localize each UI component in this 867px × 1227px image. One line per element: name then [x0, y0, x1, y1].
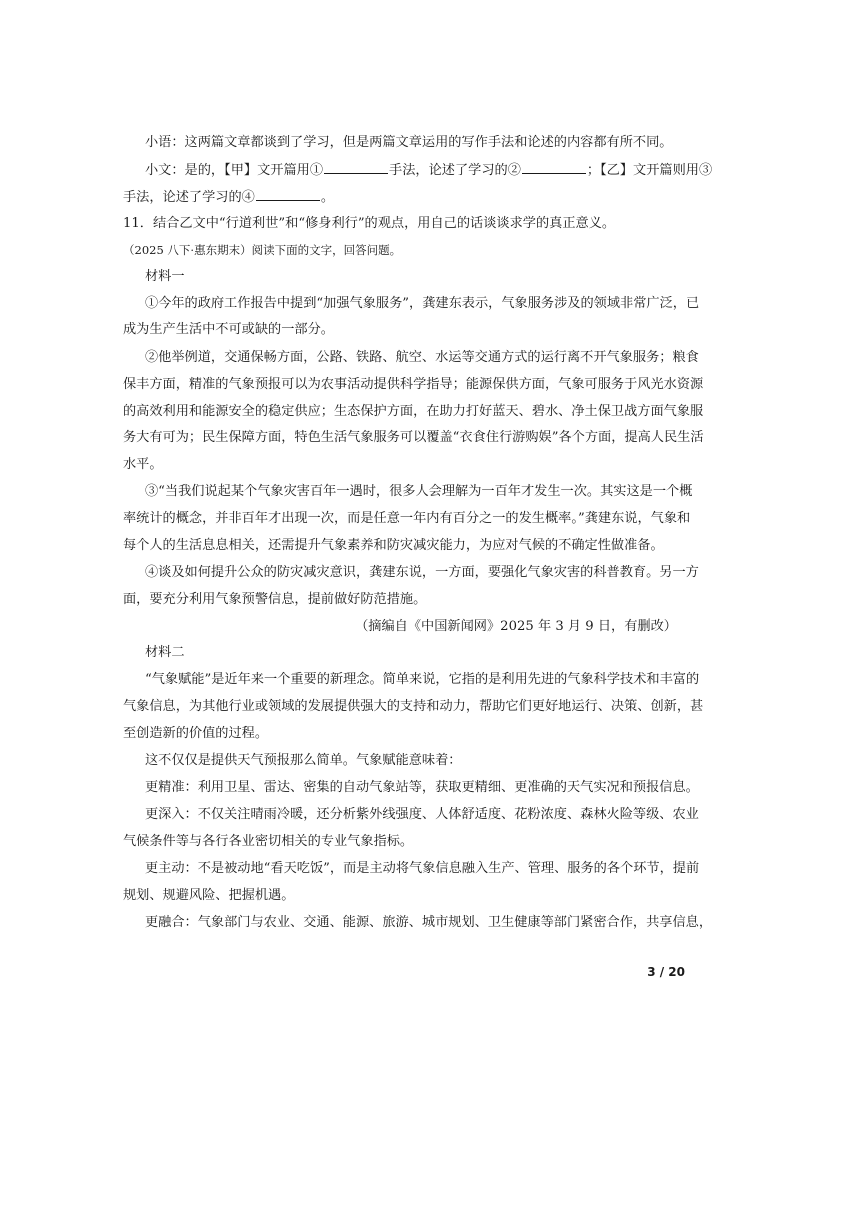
answer-blank-1[interactable] [324, 160, 388, 174]
material1-heading: 材料一 [145, 269, 185, 284]
dialog-xiaowen [145, 160, 712, 181]
material1-p4-line2: 面，要充分利用气象预警信息，提前做好防范措施。 [123, 592, 427, 607]
dialog-xiaowen-continued [123, 187, 334, 208]
material2-p3: 更精准：利用卫星、雷达、密集的自动气象站等，获取更精细、更准确的天气实况和预报信息。 [145, 780, 699, 795]
material2-p1-line1: “气象赋能”是近年来一个重要的新理念。简单来说，它指的是利用先进的气象科学技术和丰富的 [145, 672, 700, 687]
material1-p2-line3: 的高效利用和能源安全的稳定供应；生态保护方面，在助力打好蓝天、碧水、净土保卫战方面气象服 [123, 404, 704, 419]
material2-p6-line1: 更融合：气象部门与农业、交通、能源、旅游、城市规划、卫生健康等部门紧密合作，共享信息， [145, 915, 713, 930]
material1-p1-line1: ①今年的政府工作报告中提到“加强气象服务”，龚建东表示，气象服务涉及的领域非常广泛，已 [145, 296, 700, 311]
material1-p3-line3: 每个人的生活息息相关，还需提升气象素养和防灾减灾能力，为应对气候的不确定性做准备。 [123, 538, 664, 553]
material2-p4-line2: 气候条件等与各行各业密切相关的专业气象指标。 [123, 834, 414, 849]
dialog-xiaowen-part-b: 手法，论述了学习的② [389, 163, 521, 178]
material1-p3-line2: 率统计的概念，并非百年才出现一次，而是任意一年内有百分之一的发生概率。”龚建东说，气象和 [123, 511, 691, 526]
dialog-xiaowen-part-d: 手法，论述了学习的④ [123, 190, 255, 205]
material1-p1-line2: 成为生产生活中不可或缺的一部分。 [123, 322, 334, 337]
dialog-xiaowen-part-a: 小文：是的，【甲】文开篇用① [145, 163, 324, 178]
material1-source: （摘编自《中国新闻网》2025 年 3 月 9 日，有删改） [355, 619, 677, 634]
material2-heading: 材料二 [145, 645, 185, 660]
source-tag: （2025 八下·惠东期末）阅读下面的文字，回答问题。 [123, 243, 402, 257]
material1-p4-line1: ④谈及如何提升公众的防灾减灾意识，龚建东说，一方面，要强化气象灾害的科普教育。另一方 [145, 565, 699, 580]
material2-p5-line1: 更主动：不是被动地“看天吃饭”，而是主动将气象信息融入生产、管理、服务的各个环节，提前 [145, 861, 700, 876]
page-number: 3 / 20 [647, 965, 685, 979]
dialog-xiaoyu: 小语：这两篇文章都谈到了学习，但是两篇文章运用的写作手法和论述的内容都有所不同。 [145, 135, 673, 150]
material2-p4-line1: 更深入：不仅关注晴雨冷暖，还分析紫外线强度、人体舒适度、花粉浓度、森林火险等级、农业 [145, 807, 699, 822]
material1-p2-line2: 保丰方面，精准的气象预报可以为农事活动提供科学指导；能源保供方面，气象可服务于风光水资源 [123, 377, 704, 392]
material2-p2: 这不仅仅是提供天气预报那么简单。气象赋能意味着： [145, 753, 462, 768]
dialog-xiaowen-part-c: ；【乙】文开篇则用③ [586, 163, 713, 178]
material1-p2-line1: ②他举例道，交通保畅方面，公路、铁路、航空、水运等交通方式的运行离不开气象服务；粮食 [145, 350, 699, 365]
material2-p1-line3: 至创造新的价值的过程。 [123, 726, 269, 741]
answer-blank-4[interactable] [256, 187, 320, 201]
answer-blank-2[interactable] [522, 160, 586, 174]
material2-p5-line2: 规划、规避风险、把握机遇。 [123, 888, 295, 903]
material1-p2-line4: 务大有可为；民生保障方面，特色生活气象服务可以覆盖“衣食住行游购娱”各个方面，提高人民生活 [123, 430, 704, 445]
dialog-xiaowen-part-e: 。 [320, 190, 335, 205]
material1-p2-line5: 水平。 [123, 457, 163, 472]
material2-p1-line2: 气象信息，为其他行业或领域的发展提供强大的支持和动力，帮助它们更好地运行、决策、创新，甚 [123, 699, 704, 714]
question-11: 11．结合乙文中“行道利世”和“修身利行”的观点，用自己的话谈谈求学的真正意义。 [123, 216, 616, 231]
material1-p3-line1: ③“当我们说起某个气象灾害百年一遇时，很多人会理解为一百年才发生一次。其实这是一个概 [145, 484, 693, 499]
